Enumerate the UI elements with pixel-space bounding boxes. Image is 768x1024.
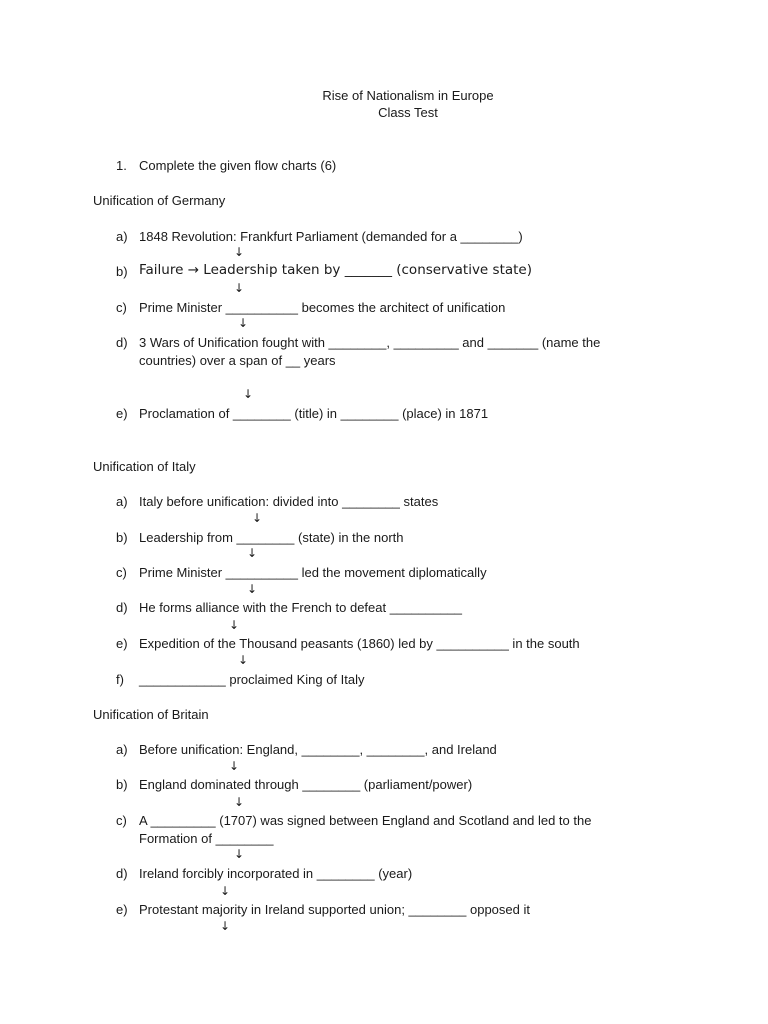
flow-arrow: ↓ bbox=[243, 387, 254, 401]
flow-arrow: ↓ bbox=[252, 511, 263, 525]
germany-item-e-label: e) bbox=[116, 406, 128, 421]
italy-item-b-text: Leadership from ________ (state) in the north bbox=[139, 530, 404, 545]
flow-arrow: ↓ bbox=[234, 245, 245, 259]
britain-item-c-text: A _________ (1707) was signed between England and Scotland and led to the bbox=[139, 813, 592, 828]
britain-item-b-text: England dominated through ________ (parliament/power) bbox=[139, 777, 473, 792]
page-subtitle: Class Test bbox=[378, 105, 438, 120]
flow-arrow: ↓ bbox=[234, 281, 245, 295]
section-heading-britain: Unification of Britain bbox=[93, 707, 209, 722]
flow-arrow: ↓ bbox=[234, 847, 245, 861]
germany-item-d-label: d) bbox=[116, 335, 128, 350]
britain-item-c-label: c) bbox=[116, 813, 127, 828]
germany-item-c-label: c) bbox=[116, 300, 127, 315]
italy-item-d-label: d) bbox=[116, 600, 128, 615]
page-title: Rise of Nationalism in Europe bbox=[322, 88, 494, 103]
britain-item-e-text: Protestant majority in Ireland supported union; ________ opposed it bbox=[139, 902, 530, 917]
germany-item-e-text: Proclamation of ________ (title) in ________ (place) in 1871 bbox=[139, 406, 489, 421]
question-number: 1. bbox=[116, 158, 127, 173]
flow-arrow: ↓ bbox=[238, 316, 249, 330]
germany-item-c-text: Prime Minister __________ becomes the architect of unification bbox=[139, 300, 506, 315]
italy-item-a-label: a) bbox=[116, 494, 128, 509]
britain-item-b-label: b) bbox=[116, 777, 128, 792]
italy-item-e-text: Expedition of the Thousand peasants (1860) led by __________ in the south bbox=[139, 636, 580, 651]
britain-item-a-text: Before unification: England, ________, ________, and Ireland bbox=[139, 742, 497, 757]
flow-arrow: ↓ bbox=[234, 795, 245, 809]
britain-item-d-label: d) bbox=[116, 866, 128, 881]
flow-arrow: ↓ bbox=[220, 884, 231, 898]
germany-item-b-label: b) bbox=[116, 264, 128, 279]
italy-item-a-text: Italy before unification: divided into ________ states bbox=[139, 494, 439, 509]
italy-item-f-label: f) bbox=[116, 672, 124, 687]
flow-arrow: ↓ bbox=[229, 618, 240, 632]
britain-item-c-text-cont: Formation of ________ bbox=[139, 831, 274, 846]
germany-item-d-text-cont: countries) over a span of __ years bbox=[139, 353, 336, 368]
germany-item-b-text: Failure → Leadership taken by _______ (conservative state) bbox=[139, 262, 532, 278]
britain-item-d-text: Ireland forcibly incorporated in ________ (year) bbox=[139, 866, 413, 881]
italy-item-f-text: ____________ proclaimed King of Italy bbox=[139, 672, 365, 687]
italy-item-c-label: c) bbox=[116, 565, 127, 580]
germany-item-a-text: 1848 Revolution: Frankfurt Parliament (demanded for a ________) bbox=[139, 229, 523, 244]
section-heading-italy: Unification of Italy bbox=[93, 459, 196, 474]
section-heading-germany: Unification of Germany bbox=[93, 193, 226, 208]
flow-arrow: ↓ bbox=[229, 759, 240, 773]
flow-arrow: ↓ bbox=[247, 582, 258, 596]
britain-item-e-label: e) bbox=[116, 902, 128, 917]
britain-item-a-label: a) bbox=[116, 742, 128, 757]
italy-item-d-text: He forms alliance with the French to defeat __________ bbox=[139, 600, 463, 615]
question-text: Complete the given flow charts (6) bbox=[139, 158, 337, 173]
germany-item-a-label: a) bbox=[116, 229, 128, 244]
italy-item-e-label: e) bbox=[116, 636, 128, 651]
flow-arrow: ↓ bbox=[247, 546, 258, 560]
flow-arrow: ↓ bbox=[220, 919, 231, 933]
flow-arrow: ↓ bbox=[238, 653, 249, 667]
italy-item-c-text: Prime Minister __________ led the movement diplomatically bbox=[139, 565, 487, 580]
germany-item-d-text: 3 Wars of Unification fought with ________, _________ and _______ (name the bbox=[139, 335, 601, 350]
italy-item-b-label: b) bbox=[116, 530, 128, 545]
